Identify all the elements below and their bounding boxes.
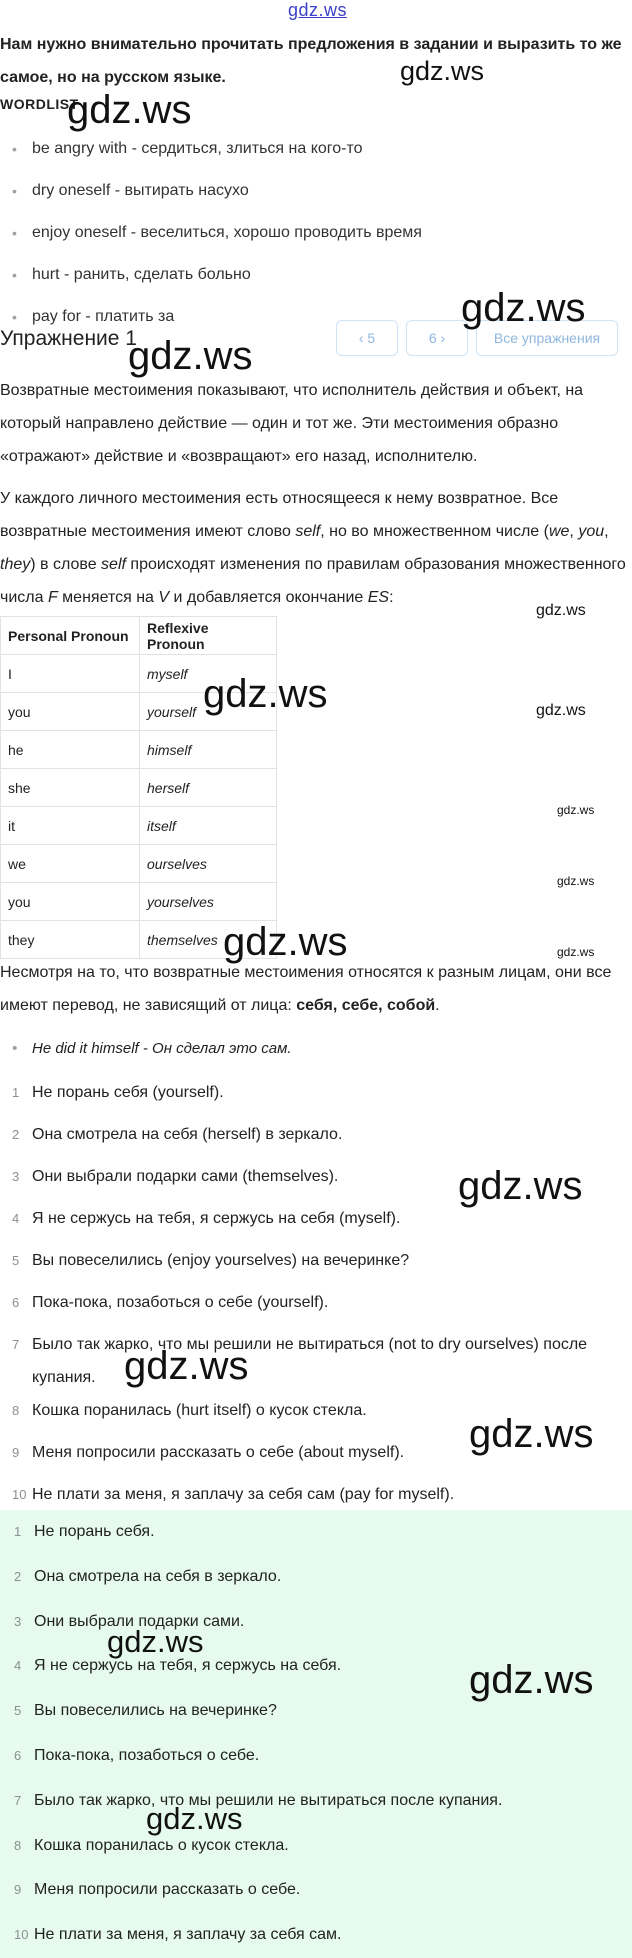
wordlist-heading: WORDLIST bbox=[0, 96, 79, 112]
next-exercise-button[interactable]: 6 › bbox=[406, 320, 468, 356]
table-cell: you bbox=[1, 883, 140, 921]
table-cell: ourselves bbox=[140, 845, 277, 883]
watermark: gdz.ws bbox=[469, 1412, 594, 1456]
list-item: 7 Было так жарко, что мы решили не вытираться (not to dry ourselves) после купания. bbox=[12, 1336, 588, 1386]
table-header: Reflexive Pronoun bbox=[140, 617, 277, 655]
answer-item: 7 Было так жарко, что мы решили не вытираться после купания. bbox=[14, 1791, 503, 1809]
watermark: gdz.ws bbox=[124, 1344, 249, 1388]
example-sentence: • He did it himself - Он сделал это сам. bbox=[0, 1040, 292, 1057]
watermark: gdz.ws bbox=[536, 702, 586, 719]
watermark: gdz.ws bbox=[146, 1801, 243, 1836]
table-cell: it bbox=[1, 807, 140, 845]
answer-items bbox=[0, 1510, 628, 1958]
table-row bbox=[1, 807, 277, 845]
table-cell: myself bbox=[140, 655, 277, 693]
watermark: gdz.ws bbox=[557, 874, 595, 888]
answer-item: 10 Не плати за меня, я заплачу за себя сам. bbox=[14, 1926, 342, 1944]
table-cell: itself bbox=[140, 807, 277, 845]
list-item: 6 Пока-пока, позаботься о себе (yourself). bbox=[12, 1294, 329, 1311]
answer-item: 2 Она смотрела на себя в зеркало. bbox=[14, 1567, 282, 1585]
watermark: gdz.ws bbox=[461, 286, 586, 330]
table-cell: you bbox=[1, 693, 140, 731]
watermark: gdz.ws bbox=[67, 88, 192, 132]
answer-item: 9 Меня попросили рассказать о себе. bbox=[14, 1881, 301, 1899]
watermark: gdz.ws bbox=[458, 1164, 583, 1208]
table-row bbox=[1, 883, 277, 921]
list-item: 4 Я не сержусь на тебя, я сержусь на себя (myself). bbox=[12, 1210, 401, 1227]
paragraph-plural-rule: У каждого личного местоимения есть относящееся к нему возвратное. Все возвратные местоимения имеют слово self, но во множественном числе (we, you, they) в слове self происходят изменения по правилам образования множественного числа F меняется на V и добавляется окончание ES: bbox=[0, 490, 626, 606]
list-item: 1 Не порань себя (yourself). bbox=[12, 1084, 224, 1101]
wordlist-item: • pay for - платить за bbox=[0, 308, 600, 350]
paragraph-reflexive-intro: Возвратные местоимения показывают, что исполнитель действия и объект, на который направлено действие — один и тот же. Эти местоимения образно «отражают» действие и «возвращают» его назад, исполнителю. bbox=[0, 382, 584, 465]
table-cell: themselves bbox=[140, 921, 277, 959]
watermark: gdz.ws bbox=[128, 334, 253, 378]
watermark: gdz.ws bbox=[400, 56, 485, 86]
list-item: 10 Не плати за меня, я заплачу за себя сам (pay for myself). bbox=[12, 1486, 455, 1503]
answer-item: 3 Они выбрали подарки сами. bbox=[14, 1612, 245, 1630]
watermark: gdz.ws bbox=[557, 945, 595, 959]
wordlist-item: • hurt - ранить, сделать больно bbox=[0, 266, 600, 308]
paragraph-translation-note: Несмотря на то, что возвратные местоимения относятся к разным лицам, они все имеют перевод, не зависящий от лица: себя, себе, собой. bbox=[0, 964, 612, 1014]
list-item: 9 Меня попросили рассказать о себе (about myself). bbox=[12, 1444, 405, 1461]
list-item: 2 Она смотрела на себя (herself) в зеркало. bbox=[12, 1126, 343, 1143]
prev-exercise-button[interactable]: ‹ 5 bbox=[336, 320, 398, 356]
table-cell: yourself bbox=[140, 693, 277, 731]
answer-item: 5 Вы повеселились на вечеринке? bbox=[14, 1702, 277, 1720]
watermark: gdz.ws bbox=[469, 1658, 594, 1702]
table-header: Personal Pronoun bbox=[1, 617, 140, 655]
wordlist-item: • dry oneself - вытирать насухо bbox=[0, 182, 600, 224]
pronoun-table bbox=[0, 616, 277, 959]
list-item: 5 Вы повеселились (enjoy yourselves) на вечеринке? bbox=[12, 1252, 410, 1269]
answer-item: 4 Я не сержусь на тебя, я сержусь на себя. bbox=[14, 1657, 342, 1675]
list-item: 3 Они выбрали подарки сами (themselves). bbox=[12, 1168, 339, 1185]
watermark-top: gdz.ws bbox=[288, 0, 348, 20]
table-cell: they bbox=[1, 921, 140, 959]
watermark: gdz.ws bbox=[203, 672, 328, 716]
watermark: gdz.ws bbox=[107, 1624, 204, 1659]
answer-item: 8 Кошка поранилась о кусок стекла. bbox=[14, 1836, 289, 1854]
table-row bbox=[1, 845, 277, 883]
list-item: 8 Кошка поранилась (hurt itself) о кусок стекла. bbox=[12, 1402, 367, 1419]
intro-text: Нам нужно внимательно прочитать предложения в задании и выразить то же самое, но на русском языке. bbox=[0, 36, 622, 86]
wordlist-item: • enjoy oneself - веселиться, хорошо проводить время bbox=[0, 224, 600, 266]
answer-item: 6 Пока-пока, позаботься о себе. bbox=[14, 1746, 260, 1764]
watermark: gdz.ws bbox=[557, 803, 595, 817]
table-header-row bbox=[1, 617, 277, 655]
answer-item: 1 Не порань себя. bbox=[14, 1523, 155, 1540]
table-cell: we bbox=[1, 845, 140, 883]
table-cell: she bbox=[1, 769, 140, 807]
table-cell: yourselves bbox=[140, 883, 277, 921]
table-row bbox=[1, 731, 277, 769]
exercise-title: Упражнение 1 bbox=[0, 327, 137, 350]
watermark: gdz.ws bbox=[536, 602, 586, 619]
table-cell: I bbox=[1, 655, 140, 693]
table-cell: himself bbox=[140, 731, 277, 769]
wordlist-item: • be angry with - сердиться, злиться на кого-то bbox=[0, 140, 600, 182]
table-row bbox=[1, 769, 277, 807]
all-exercises-button[interactable]: Все упражнения bbox=[476, 320, 618, 356]
table-cell: he bbox=[1, 731, 140, 769]
watermark: gdz.ws bbox=[223, 920, 348, 964]
table-cell: herself bbox=[140, 769, 277, 807]
